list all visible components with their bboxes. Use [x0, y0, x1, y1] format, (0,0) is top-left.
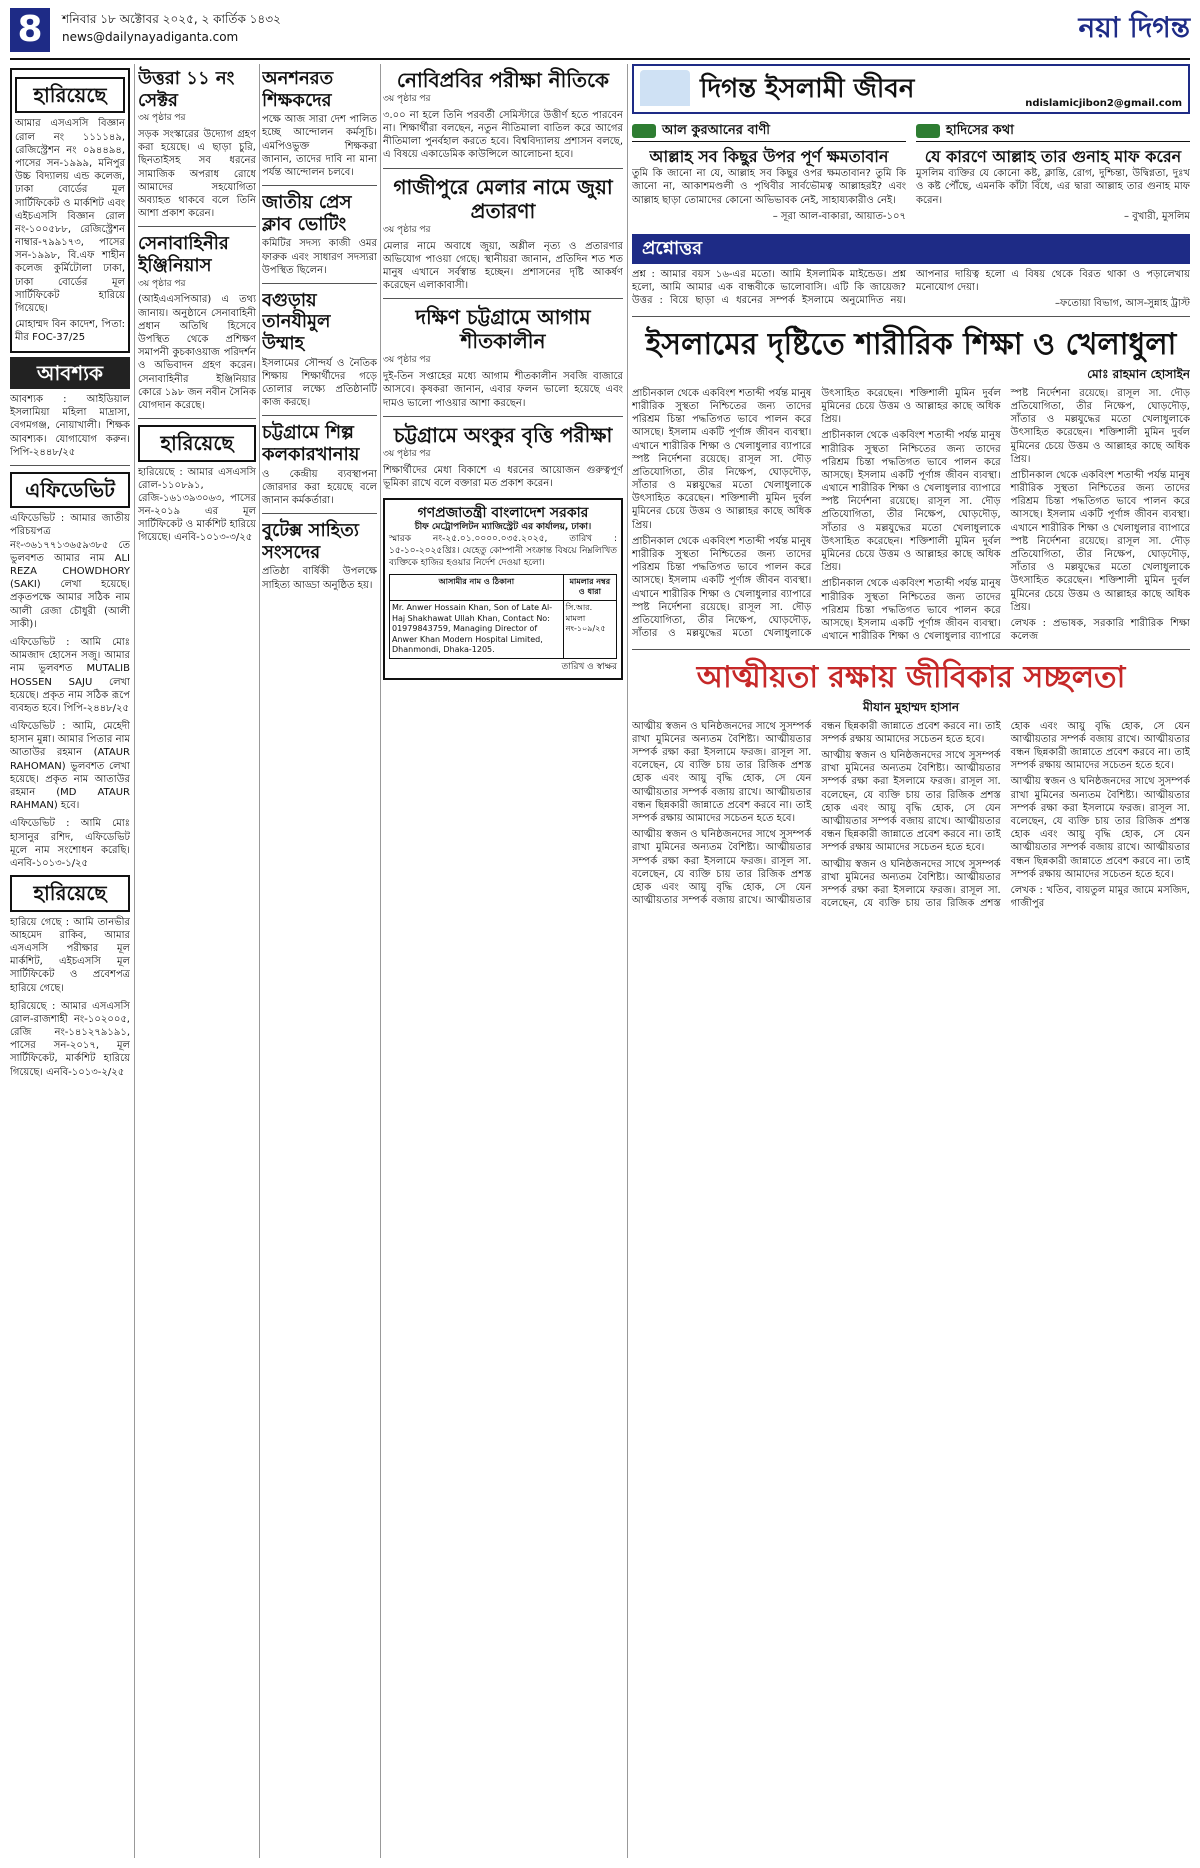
- headline-butex: বুটেক্স সাহিত্য সংসদের: [262, 520, 359, 563]
- article-2-body: আত্মীয় স্বজন ও ঘনিষ্ঠজনদের সাথে সুসম্পর্ক রাখা মুমিনের অন্যতম বৈশিষ্ট্য। আত্মীয়তার সম্পর্ক রক্ষা করা ইসলামে ফরজ। রাসূল সা. বলেছেন, যে ব্যক্তি চায় তার রিজিক প্রশস্ত হোক এবং আয়ু বৃদ্ধি হোক, সে যেন আত্মীয়তার সম্পর্ক বজায় রাখে। আত্মীয়তার বন্ধন ছিন্নকারী জান্নাতে প্রবেশ করবে না। তাই সম্পর্ক রক্ষায় আমাদের সচেতন হতে হবে। আত্মীয় স্বজন ও ঘনিষ্ঠজনদের সাথে সুসম্পর্ক রাখা মুমিনের অন্যতম বৈশিষ্ট্য। আত্মীয়তার সম্পর্ক রক্ষা করা ইসলামে ফরজ। রাসূল সা. বলেছেন, যে ব্যক্তি চায় তার রিজিক প্রশস্ত হোক এবং আয়ু বৃদ্ধি হোক, সে যেন আত্মীয়তার সম্পর্ক বজায় রাখে। আত্মীয়তার বন্ধন ছিন্নকারী জান্নাতে প্রবেশ করবে না। তাই সম্পর্ক রক্ষায় আমাদের সচেতন হতে হবে। আত্মীয় স্বজন ও ঘনিষ্ঠজনদের সাথে সুসম্পর্ক রাখা মুমিনের অন্যতম বৈশিষ্ট্য। আত্মীয়তার সম্পর্ক রক্ষা করা ইসলামে ফরজ। রাসূল সা. বলেছেন, যে ব্যক্তি চায় তার রিজিক প্রশস্ত হোক এবং আয়ু বৃদ্ধি হোক, সে যেন আত্মীয়তার সম্পর্ক বজায় রাখে। আত্মীয়তার বন্ধন ছিন্নকারী জান্নাতে প্রবেশ করবে না। তাই সম্পর্ক রক্ষায় আমাদের সচেতন হতে হবে। আত্মীয় স্বজন ও ঘনিষ্ঠজনদের সাথে সুসম্পর্ক রাখা মুমিনের অন্যতম বৈশিষ্ট্য। আত্মীয়তার সম্পর্ক রক্ষা করা ইসলামে ফরজ। রাসূল সা. বলেছেন, যে ব্যক্তি চায় তার রিজিক প্রশস্ত হোক এবং আয়ু বৃদ্ধি হোক, সে যেন আত্মীয়তার সম্পর্ক বজায় রাখে। আত্মীয়তার বন্ধন ছিন্নকারী জান্নাতে প্রবেশ করবে না। তাই সম্পর্ক রক্ষায় আমাদের সচেতন হতে হবে। আত্মীয় স্বজন ও ঘনিষ্ঠজনদের সাথে সুসম্পর্ক রাখা মুমিনের অন্যতম বৈশিষ্ট্য। আত্মীয়তার সম্পর্ক রক্ষা করা ইসলামে ফরজ। রাসূল সা. বলেছেন, যে ব্যক্তি চায় তার রিজিক প্রশস্ত হোক এবং আয়ু বৃদ্ধি হোক, সে যেন আত্মীয়তার সম্পর্ক বজায় রাখে। আত্মীয়তার বন্ধন ছিন্নকারী জান্নাতে প্রবেশ করবে না। তাই সম্পর্ক রক্ষায় আমাদের সচেতন হতে হবে। লেখক : খতিব, বায়তুল মামুর জামে মসজিদ, গাজীপুর: [632, 720, 1190, 910]
- hadith-icon: [916, 124, 940, 138]
- lost-notice-sign: মোহাম্মদ বিন কাদেশ, পিতা: মীর FOC-37/25: [15, 319, 125, 344]
- headline-army: সেনাবাহিনীর ইঞ্জিনিয়াস: [138, 233, 229, 276]
- article-1-byline: মোঃ রাহমান হোসাইন: [1087, 366, 1190, 381]
- lost-notice-text: আমার এসএসসি বিজ্ঞান রোল নং ১১১১৪৯, রেজিস্ট্রেশন নং ০৯৪৪৯৪, পাসের সন-১৯৯৯, মনিপুর উচ্চ বিদ্যালয় এন্ড কলেজ, ঢাকা বোর্ডের মূল সার্টিফিকেট ও মার্কশিট এবং এইচএসসি বিজ্ঞান রোল নং-১০০৫৮৮, রেজিস্ট্রেশন নাম্বার-৭৯৯১৭৩, পাসের সন-১৯৯৮, বি.এফ শাহীন কলেজ কুর্মিটোলা ঢাকা, ঢাকা বোর্ডের মূল সার্টিফিকেট হারিয়ে গিয়েছে।: [15, 118, 125, 315]
- masthead: [10, 6, 1190, 60]
- qa-body: প্রশ্ন : আমার বয়স ১৬-এর মতো। আমি ইসলামিক মাইন্ডেড। প্রশ্ন হলো, আমি আমার এক বান্ধবীকে ভালোবাসি। এটি কি জায়েজ? উত্তর : বিয়ে ছাড়া এ ধরনের সম্পর্ক ইসলামে অনুমোদিত নয়। আপনার দায়িত্ব হলো এ বিষয় থেকে বিরত থাকা ও পড়ালেখায় মনোযোগ দেয়া। –ফতোয়া বিভাগ, আস-সুন্নাহ ট্রাস্ট: [632, 268, 1190, 310]
- affidavit-3: এফিডেভিট : আমি, মেহেদী হাসান মুন্না। আমার পিতার নাম আতাউর রহমান (ATAUR RAHOMAN) ভুলবশত লেখা হয়েছে। প্রকৃত নাম আতাউর রহমান (MD ATAUR RAHMAN) হবে।: [10, 721, 130, 812]
- article-army: (আইএএসপিআর) এ তথ্য জানায়। অনুষ্ঠানে সেনাবাহিনী প্রধান অতিথি হিসেবে উপস্থিত থেকে প্রশিক্ষণ সমাপনী কুচকাওয়াজ পরিদর্শন ও অভিবাদন গ্রহণ করেন। সেনাবাহিনীর ইঞ্জিনিয়ার কোরে ১৯৮ জন নবীন সৈনিক যোগদান করেছে।: [138, 294, 256, 411]
- section-head-lost-col2: হারিয়েছে: [138, 425, 256, 461]
- section-head-lost-2: হারিয়েছে: [10, 875, 130, 911]
- article-2-byline: মীযান মুহাম্মদ হাসান: [862, 699, 960, 714]
- article-uttara: সড়ক সংস্কারের উদ্যোগ গ্রহণ করা হয়েছে। এ ছাড়া চুরি, ছিনতাইসহ সব ধরনের সামাজিক অপরাধ রোধে আমাদের সহযোগিতা অব্যাহত থাকবে বলে তিনি আশা প্রকাশ করেন।: [138, 129, 256, 220]
- wanted-text: আবশ্যক : আইডিয়াল ইসলামিয়া মহিলা মাদ্রাসা, বেগমগঞ্জ, নোয়াখালী। শিক্ষক আবশ্যক। যোগাযোগ করুন। পিপি-২৪৪৮/২৫: [10, 393, 130, 458]
- islamic-life-section: [632, 64, 1190, 1858]
- headline-press-club: জাতীয় প্রেস ক্লাব ভোটিং: [262, 192, 352, 235]
- issue-date: শনিবার ১৮ অক্টোবর ২০২৫, ২ কার্তিক ১৪৩২: [62, 12, 281, 26]
- headline-uttara: উত্তরা ১১ নং সেক্টর: [138, 68, 235, 111]
- article-2-headline: আত্মীয়তা রক্ষায় জীবিকার সচ্ছলতা: [696, 660, 1126, 696]
- quran-icon: [632, 124, 656, 138]
- news-column-2: উত্তরা ১১ নং সেক্টর ৩য় পৃষ্ঠার পর সড়ক সংস্কারের উদ্যোগ গ্রহণ করা হয়েছে। এ ছাড়া চুরি, ছিনতাইসহ সব ধরনের সামাজিক অপরাধ রোধে আমাদের সহযোগিতা অব্যাহত থাকবে বলে তিনি আশা প্রকাশ করেন। সেনাবাহিনীর ইঞ্জিনিয়াস ৩য় পৃষ্ঠার পর (আইএএসপিআর) এ তথ্য জানায়। অনুষ্ঠানে সেনাবাহিনী প্রধান অতিথি হিসেবে উপস্থিত থেকে প্রশিক্ষণ সমাপনী কুচকাওয়াজ পরিদর্শন ও অভিবাদন গ্রহণ করেন। সেনাবাহিনীর ইঞ্জিনিয়ার কোরে ১৯৮ জন নবীন সৈনিক যোগদান করেছে। হারিয়েছে হারিয়েছে : আমার এসএসসি রোল-১১০৮৯১, রেজি-১৬১৩৯৩০৬৩, পাসের সন-২০১৯ এর মূল সার্টিফিকেট ও মার্কশিট হারিয়ে গিয়েছে। এনবি-১০১৩-৩/২৫: [138, 68, 256, 544]
- headline-bogura: বগুড়ায় তানযীমুল উম্মাহ: [262, 289, 331, 355]
- notice-table: আসামীর নাম ও ঠিকানা মামলার নম্বর ও ধারা Mr. Anwer Hossain Khan, Son of Late Al-Haj Shakhawat Ullah Khan, Contact No: 01979843759, Managing Director of Anwer Khan Modern Hospital Limited, Dhanmondi, Dhaka-1205. সি.আর. মামলা নং-১০৯/২৫: [389, 574, 617, 659]
- affidavit-1: এফিডেভিট : আমার জাতীয় পরিচয়পত্র নং-৩৬১৭৭১৩৬৫৯৩৮৫ তে ভুলবশত আমার নাম ALI REZA CHOWDHORY (SAKI) লেখা হয়েছে। প্রকৃতপক্ষে আমার সঠিক নাম আলী রেজা চৌধুরী (আলী সাকী)।: [10, 513, 130, 630]
- section-head-wanted: আবশ্যক: [10, 357, 130, 389]
- news-column-4: নোবিপ্রবির পরীক্ষা নীতিকে ৩য় পৃষ্ঠার পর ৩.০০ না হলে তিনি পরবর্তী সেমিস্টারে উত্তীর্ণ হতে পারবেন না। শিক্ষার্থীরা বলছেন, নতুন নীতিমালা বাতিল করে আগের নীতিমালা পুনর্বহাল করতে হবে। বিশ্ববিদ্যালয় প্রশাসন বলছে, এ বিষয়ে একাডেমিক কাউন্সিলে আলোচনা হবে। গাজীপুরে মেলার নামে জুয়া প্রতারণা ৩য় পৃষ্ঠার পর মেলার নামে অবাধে জুয়া, অশ্লীল নৃত্য ও প্রতারণার অভিযোগ পাওয়া গেছে। স্থানীয়রা জানান, প্রতিদিন শত শত মানুষ এখানে সর্বস্বান্ত হচ্ছেন। প্রশাসনের দৃষ্টি আকর্ষণ করেছেন এলাকাবাসী। দক্ষিণ চট্টগ্রামে আগাম শীতকালীন ৩য় পৃষ্ঠার পর দুই-তিন সপ্তাহের মধ্যে আগাম শীতকালীন সবজি বাজারে আসবে। কৃষকরা জানান, এবার ফলন ভালো হয়েছে এবং দামও ভালো পাওয়ার আশা করছেন। চট্টগ্রামে অংকুর বৃত্তি পরীক্ষা ৩য় পৃষ্ঠার পর শিক্ষার্থীদের মেধা বিকাশে এ ধরনের আয়োজন গুরুত্বপূর্ণ ভূমিকা রাখে বলে বক্তারা মত প্রকাশ করেন। গণপ্রজাতন্ত্রী বাংলাদেশ সরকার চীফ মেট্রোপলিটন ম্যাজিস্ট্রেট এর কার্যালয়, ঢাকা। স্মারক নং-২৫.০১.০০০০.০৩৫.২০২৫, তারিখ : ১৫-১০-২০২৫খ্রিঃ। যেহেতু কোম্পানী সংক্রান্ত বিষয়ে নিম্নলিখিত ব্যক্তিকে হাজির হওয়ার নির্দেশ দেওয়া হলো। আসামীর নাম ও ঠিকানা মামলার নম্বর ও ধারা Mr. Anwer Hossain Khan, Son of Late Al-Haj Shakhawat Ullah Khan, Contact No: 01979843759, Managing Director of Anwer Khan Modern Hospital Limited, Dhanmondi, Dhaka-1205. সি.আর. মামলা নং-১০৯/২৫ তারিখ ও স্বাক্ষর: [383, 64, 623, 1858]
- section-head-affidavit: এফিডেভিট: [10, 472, 130, 508]
- page-number: 8: [10, 8, 50, 52]
- lost-notice-3: হারিয়েছে : আমার এসএসসি রোল-রাজশাহী নং-১০২০০৫, রেজি নং-১৪১২৭৯১৯১, পাসের সন-২০১৭, মূল সার্টিফিকেট, মার্কশিট হারিয়ে গিয়েছে। এনবি-১০১৩-২/২৫: [10, 1000, 130, 1078]
- section-head-lost: হারিয়েছে: [15, 77, 125, 113]
- headline-gazipur: গাজীপুরে মেলার নামে জুয়া প্রতারণা: [393, 174, 613, 223]
- affidavit-4: এফিডেভিট : আমি মোঃ হাসানুর রশিদ, এফিডেভিট মূলে নাম সংশোধন করেছি। এনবি-১০১৩-১/২৫: [10, 818, 130, 869]
- qa-bar: প্রশ্নোত্তর: [632, 234, 1190, 264]
- affidavit-2: এফিডেভিট : আমি মোঃ আমজাদ হোসেন সজু। আমার নাম ভুলবশত MUTALIB HOSSEN SAJU লেখা হয়েছে। প্রকৃত নাম সঠিক রূপে ব্যবহৃত হবে। পিপি-২৪৪৮/২৫: [10, 636, 130, 714]
- classifieds-column: [10, 64, 130, 1858]
- lost-notice-col2: হারিয়েছে : আমার এসএসসি রোল-১১০৮৯১, রেজি-১৬১৩৯৩০৬৩, পাসের সন-২০১৯ এর মূল সার্টিফিকেট ও মার্কশিট হারিয়ে গিয়েছে। এনবি-১০১৩-৩/২৫: [138, 466, 256, 544]
- lost-notice-box: [10, 68, 130, 353]
- section-email[interactable]: ndislamicjibon2@gmail.com: [1025, 97, 1182, 109]
- headline-nstu: নোবিপ্রবির পরীক্ষা নীতিকে: [396, 68, 610, 92]
- islamic-life-banner: [632, 64, 1190, 114]
- article-1-headline: ইসলামের দৃষ্টিতে শারীরিক শিক্ষা ও খেলাধুলা: [645, 327, 1177, 363]
- section-title: দিগন্ত ইসলামী জীবন: [700, 74, 915, 104]
- article-1-body: প্রাচীনকাল থেকে একবিংশ শতাব্দী পর্যন্ত মানুষ শারীরিক সুস্থতা নিশ্চিতের জন্য তাদের পরিশ্রম চিন্তা পদ্ধতিগত ভাবে পালন করে আসছে। ইসলাম একটি পূর্ণাঙ্গ জীবন ব্যবস্থা। এখানে শারীরিক শিক্ষা ও খেলাধুলার ব্যাপারে স্পষ্ট নির্দেশনা রয়েছে। রাসূল সা. দৌড় প্রতিযোগিতা, তীর নিক্ষেপ, ঘোড়দৌড়, সাঁতার ও মল্লযুদ্ধের মতো খেলাধুলাকে উৎসাহিত করেছেন। শক্তিশালী মুমিন দুর্বল মুমিনের চেয়ে উত্তম ও আল্লাহর কাছে অধিক প্রিয়। প্রাচীনকাল থেকে একবিংশ শতাব্দী পর্যন্ত মানুষ শারীরিক সুস্থতা নিশ্চিতের জন্য তাদের পরিশ্রম চিন্তা পদ্ধতিগত ভাবে পালন করে আসছে। ইসলাম একটি পূর্ণাঙ্গ জীবন ব্যবস্থা। এখানে শারীরিক শিক্ষা ও খেলাধুলার ব্যাপারে স্পষ্ট নির্দেশনা রয়েছে। রাসূল সা. দৌড় প্রতিযোগিতা, তীর নিক্ষেপ, ঘোড়দৌড়, সাঁতার ও মল্লযুদ্ধের মতো খেলাধুলাকে উৎসাহিত করেছেন। শক্তিশালী মুমিন দুর্বল মুমিনের চেয়ে উত্তম ও আল্লাহর কাছে অধিক প্রিয়। প্রাচীনকাল থেকে একবিংশ শতাব্দী পর্যন্ত মানুষ শারীরিক সুস্থতা নিশ্চিতের জন্য তাদের পরিশ্রম চিন্তা পদ্ধতিগত ভাবে পালন করে আসছে। ইসলাম একটি পূর্ণাঙ্গ জীবন ব্যবস্থা। এখানে শারীরিক শিক্ষা ও খেলাধুলার ব্যাপারে স্পষ্ট নির্দেশনা রয়েছে। রাসূল সা. দৌড় প্রতিযোগিতা, তীর নিক্ষেপ, ঘোড়দৌড়, সাঁতার ও মল্লযুদ্ধের মতো খেলাধুলাকে উৎসাহিত করেছেন। শক্তিশালী মুমিন দুর্বল মুমিনের চেয়ে উত্তম ও আল্লাহর কাছে অধিক প্রিয়। প্রাচীনকাল থেকে একবিংশ শতাব্দী পর্যন্ত মানুষ শারীরিক সুস্থতা নিশ্চিতের জন্য তাদের পরিশ্রম চিন্তা পদ্ধতিগত ভাবে পালন করে আসছে। ইসলাম একটি পূর্ণাঙ্গ জীবন ব্যবস্থা। এখানে শারীরিক শিক্ষা ও খেলাধুলার ব্যাপারে স্পষ্ট নির্দেশনা রয়েছে। রাসূল সা. দৌড় প্রতিযোগিতা, তীর নিক্ষেপ, ঘোড়দৌড়, সাঁতার ও মল্লযুদ্ধের মতো খেলাধুলাকে উৎসাহিত করেছেন। শক্তিশালী মুমিন দুর্বল মুমিনের চেয়ে উত্তম ও আল্লাহর কাছে অধিক প্রিয়। প্রাচীনকাল থেকে একবিংশ শতাব্দী পর্যন্ত মানুষ শারীরিক সুস্থতা নিশ্চিতের জন্য তাদের পরিশ্রম চিন্তা পদ্ধতিগত ভাবে পালন করে আসছে। ইসলাম একটি পূর্ণাঙ্গ জীবন ব্যবস্থা। এখানে শারীরিক শিক্ষা ও খেলাধুলার ব্যাপারে স্পষ্ট নির্দেশনা রয়েছে। রাসূল সা. দৌড় প্রতিযোগিতা, তীর নিক্ষেপ, ঘোড়দৌড়, সাঁতার ও মল্লযুদ্ধের মতো খেলাধুলাকে উৎসাহিত করেছেন। শক্তিশালী মুমিন দুর্বল মুমিনের চেয়ে উত্তম ও আল্লাহর কাছে অধিক প্রিয়। লেখক : প্রভাষক, সরকারি শারীরিক শিক্ষা কলেজ: [632, 387, 1190, 643]
- quran-box: আল কুরআনের বাণী আল্লাহ সব কিছুর উপর পূর্ণ ক্ষমতাবান তুমি কি জানো না যে, আল্লাহ সব কিছুর ওপর ক্ষমতাবান? তুমি কি জানো না, আকাশমণ্ডলী ও পৃথিবীর সার্বভৌমত্ব আল্লাহরই? এবং আল্লাহ ছাড়া তোমাদের কোনো অভিভাবক নেই, সাহায্যকারীও নেই। – সূরা আল-বাকারা, আয়াত-১০৭: [632, 123, 906, 222]
- newspaper-logo: নয়া দিগন্ত: [1078, 11, 1190, 44]
- headline-ankur: চট্টগ্রামে অংকুর বৃত্তি পরীক্ষা: [393, 422, 613, 447]
- news-column-3: অনশনরত শিক্ষকদের পক্ষে আজ সারা দেশ পালিত হচ্ছে আন্দোলন কর্মসূচি। এমপিওভুক্ত শিক্ষকরা জানান, তাদের দাবি না মানা পর্যন্ত আন্দোলন চলবে। জাতীয় প্রেস ক্লাব ভোটিং কমিটির সদস্য কাজী ওমর ফারুক এবং সাধারণ সদস্যরা উপস্থিত ছিলেন। বগুড়ায় তানযীমুল উম্মাহ ইসলামের সৌন্দর্য ও নৈতিক শিক্ষায় শিক্ষার্থীদের গড়ে তোলার লক্ষ্যে প্রতিষ্ঠানটি কাজ করছে। চট্টগ্রামে শিল্প কলকারখানায় ও কেন্দ্রীয় ব্যবস্থাপনা জোরদার করা হয়েছে বলে জানান কর্মকর্তারা। বুটেক্স সাহিত্য সংসদের প্রতিষ্ঠা বার্ষিকী উপলক্ষে সাহিত্য আড্ডা অনুষ্ঠিত হয়।: [262, 68, 377, 591]
- headline-teachers: অনশনরত শিক্ষকদের: [262, 68, 334, 111]
- hadith-box: হাদিসের কথা যে কারণে আল্লাহ তার গুনাহ মাফ করেন মুসলিম ব্যক্তির যে কোনো কষ্ট, ক্লান্তি, রোগ, দুশ্চিন্তা, উদ্বিগ্নতা, দুঃখ ও কষ্ট পৌঁছে, এমনকি কাঁটা বিঁধে, এর দ্বারা আল্লাহ তার গুনাহ মাফ করেন। – বুখারী, মুসলিম: [916, 123, 1190, 222]
- lost-notice-2: হারিয়ে গেছে : আমি তানভীর আহমেদ রাকিব, আমার এসএসসি পরীক্ষার মূল মার্কশিট, এইচএসসি মূল সার্টিফিকেট ও প্রবেশপত্র হারিয়ে গেছে।: [10, 916, 130, 994]
- email-link[interactable]: news@dailynayadiganta.com: [62, 30, 239, 44]
- mosque-icon: [640, 70, 690, 106]
- headline-winter-veg: দক্ষিণ চট্টগ্রামে আগাম শীতকালীন: [415, 305, 591, 354]
- government-notice: গণপ্রজাতন্ত্রী বাংলাদেশ সরকার চীফ মেট্রোপলিটন ম্যাজিস্ট্রেট এর কার্যালয়, ঢাকা। স্মারক নং-২৫.০১.০০০০.০৩৫.২০২৫, তারিখ : ১৫-১০-২০২৫খ্রিঃ। যেহেতু কোম্পানী সংক্রান্ত বিষয়ে নিম্নলিখিত ব্যক্তিকে হাজির হওয়ার নির্দেশ দেওয়া হলো। আসামীর নাম ও ঠিকানা মামলার নম্বর ও ধারা Mr. Anwer Hossain Khan, Son of Late Al-Haj Shakhawat Ullah Khan, Contact No: 01979843759, Managing Director of Anwer Khan Modern Hospital Limited, Dhanmondi, Dhaka-1205. সি.আর. মামলা নং-১০৯/২৫ তারিখ ও স্বাক্ষর: [383, 498, 623, 680]
- headline-ctg-industry: চট্টগ্রামে শিল্প কলকারখানায়: [262, 422, 360, 465]
